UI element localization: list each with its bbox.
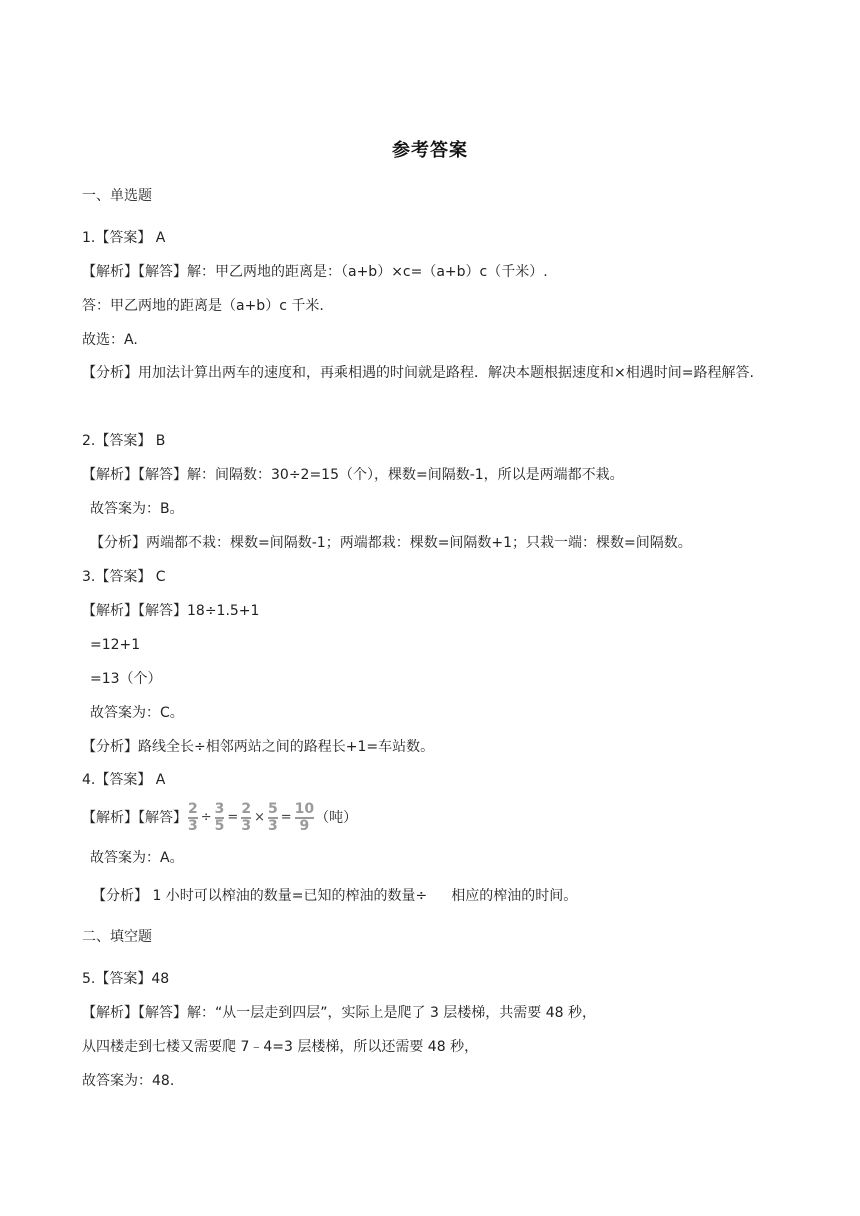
denominator: 3: [267, 817, 278, 834]
q4-answer: 4.【答案】 A: [82, 772, 166, 788]
section-heading-single-choice: 一、单选题: [82, 188, 152, 204]
denominator: 3: [241, 817, 252, 834]
divide-sign: ÷: [200, 810, 212, 825]
q2-analysis: 【分析】两端都不栽：棵数=间隔数-1；两端都栽：棵数=间隔数+1；只栽一端：棵数=间隔数。: [90, 535, 692, 551]
fraction-equation: [187, 800, 315, 836]
q2-answer: 2.【答案】 B: [82, 433, 166, 449]
q1-choice: 故选：A.: [82, 332, 138, 348]
numerator: 2: [241, 801, 252, 818]
q2-solution: 【解析】【解答】解：间隔数：30÷2=15（个），棵数=间隔数-1，所以是两端都不栽。: [82, 467, 624, 483]
page-title: 参考答案: [392, 140, 468, 161]
equals-sign: =: [227, 810, 239, 825]
q3-analysis: 【分析】路线全长÷相邻两站之间的路程长+1=车站数。: [82, 739, 435, 755]
numerator: 3: [214, 801, 225, 818]
q3-solution: 【解析】【解答】18÷1.5+1: [82, 603, 260, 619]
q1-answer: 1.【答案】 A: [82, 230, 166, 246]
denominator: 9: [299, 817, 310, 834]
q4-analysis-part1: 【分析】 1 小时可以榨油的数量=已知的榨油的数量÷: [92, 888, 428, 904]
fraction-3: [241, 802, 251, 834]
denominator: 5: [214, 817, 225, 834]
q5-final: 故答案为：48.: [82, 1073, 175, 1089]
numerator: 10: [294, 801, 315, 818]
q1-analysis: 【分析】用加法计算出两车的速度和，再乘相遇的时间就是路程．解决本题根据速度和×相遇时间=路程解答.: [82, 365, 754, 381]
fraction-1: [188, 802, 198, 834]
q4-solution-prefix: 【解析】【解答】: [82, 810, 187, 826]
q3-step-1: =12+1: [90, 637, 141, 653]
q1-solution: 【解析】【解答】解：甲乙两地的距离是：（a+b）×c=（a+b）c（千米）.: [82, 264, 548, 280]
q5-solution-2: 从四楼走到七楼又需要爬 7﹣4=3 层楼梯，所以还需要 48 秒，: [82, 1039, 479, 1055]
equals-sign: =: [280, 810, 292, 825]
section-heading-fill-in: 二、填空题: [82, 929, 152, 945]
q3-final: 故答案为：C。: [90, 705, 184, 721]
q3-step-2: =13（个）: [90, 671, 162, 687]
q2-final: 故答案为：B。: [90, 501, 184, 517]
fraction-5: [295, 802, 314, 834]
fraction-4: [268, 802, 278, 834]
q4-analysis-part2: 相应的榨油的时间。: [451, 888, 578, 904]
q5-solution: 【解析】【解答】解：“从一层走到四层”，实际上是爬了 3 层楼梯，共需要 48 秒，: [82, 1005, 597, 1021]
numerator: 5: [267, 801, 278, 818]
q4-unit: （吨）: [315, 810, 358, 826]
fraction-2: [215, 802, 225, 834]
numerator: 2: [188, 801, 198, 818]
multiply-sign: ×: [254, 810, 265, 825]
q4-analysis: [92, 886, 577, 906]
denominator: 3: [188, 817, 198, 834]
q1-reply: 答：甲乙两地的距离是（a+b）c 千米.: [82, 298, 324, 314]
q4-solution: [82, 800, 357, 836]
q3-answer: 3.【答案】 C: [82, 569, 166, 585]
q5-answer: 5.【答案】48: [82, 971, 170, 987]
q4-final: 故答案为：A。: [90, 850, 184, 866]
